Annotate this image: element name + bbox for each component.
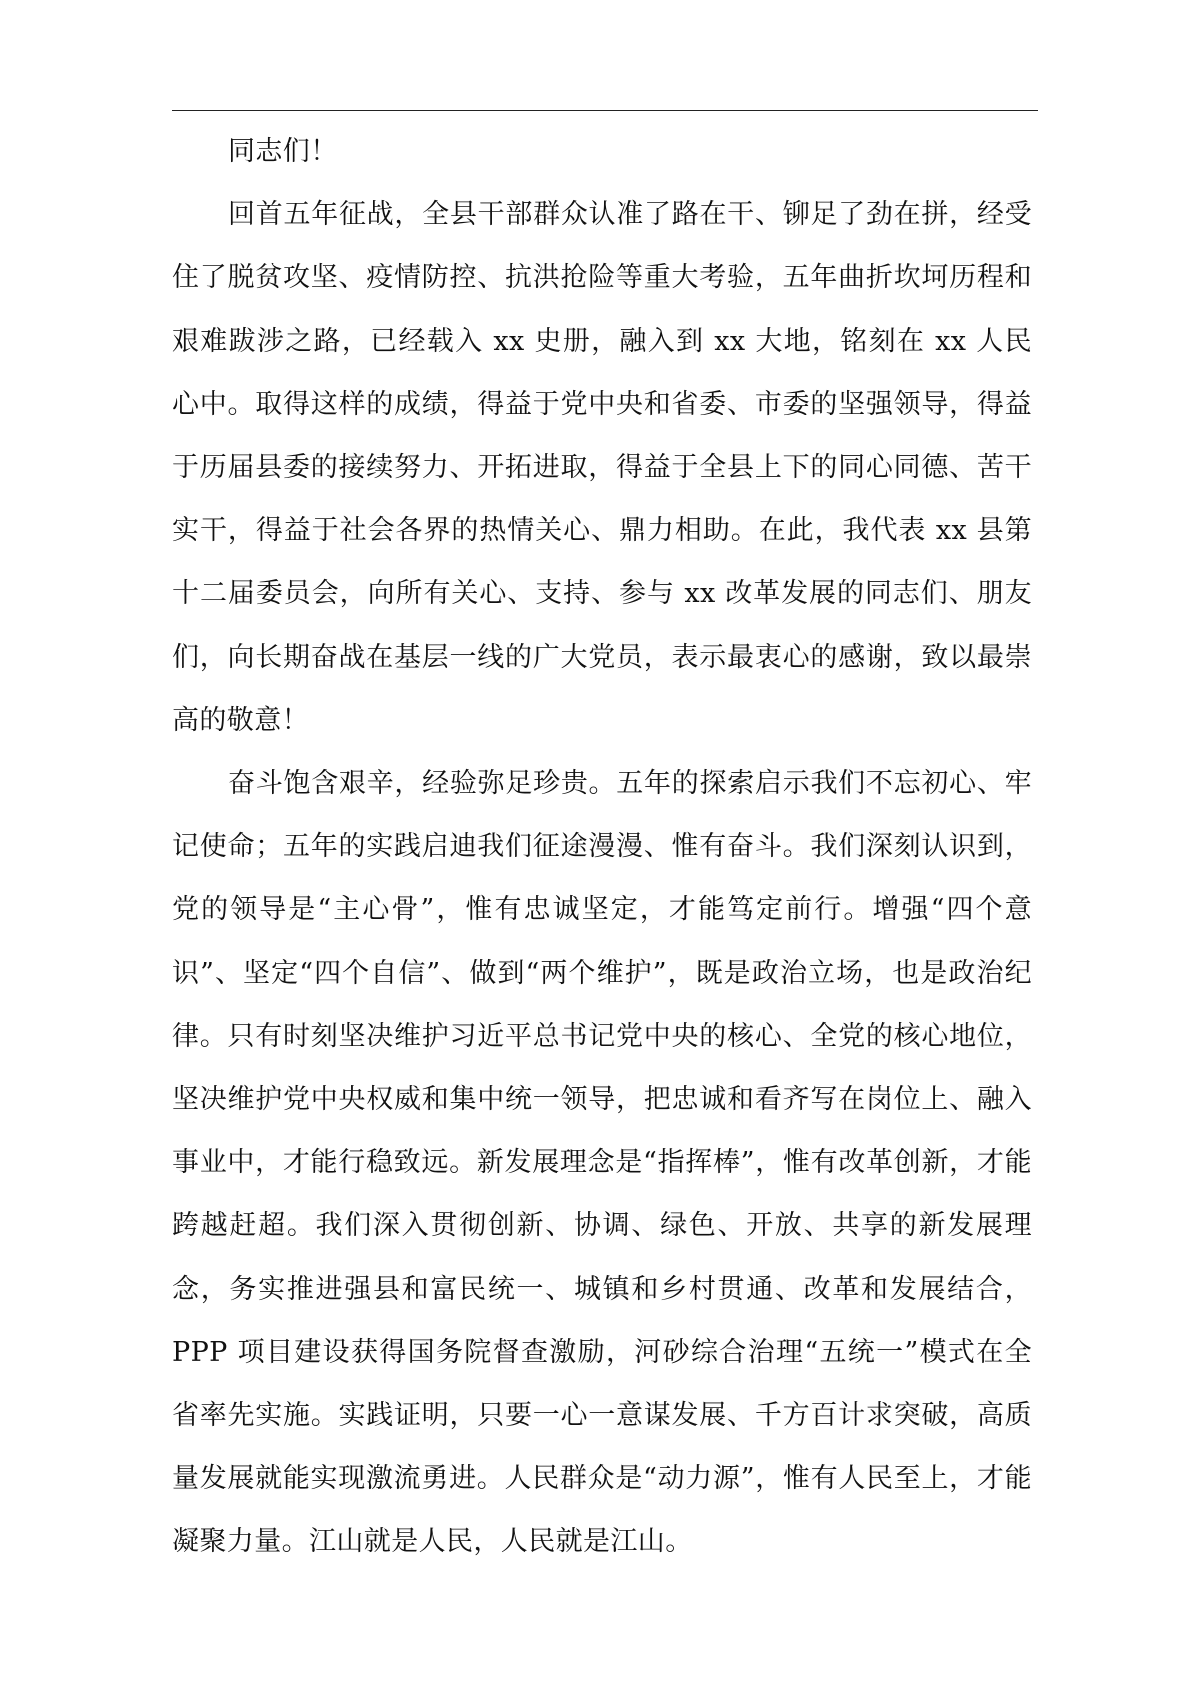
document-body: [172, 120, 1032, 1574]
paragraph-achievements: 回首五年征战，全县干部群众认准了路在干、铆足了劲在拼，经受住了脱贫攻坚、疫情防控、抗洪抢险等重大考验，五年曲折坎坷历程和艰难跋涉之路，已经载入 xx 史册，融入到 xx 大地，铭刻在 xx 人民心中。取得这样的成绩，得益于党中央和省委、市委的坚强领导，得益于历届县委的接续努力、开拓进取，得益于全县上下的同心同德、苦干实干，得益于社会各界的热情关心、鼎力相助。在此，我代表 xx 县第十二届委员会，向所有关心、支持、参与 xx 改革发展的同志们、朋友们，向长期奋战在基层一线的广大党员，表示最衷心的感谢，致以最崇高的敬意！: [172, 199, 1032, 736]
paragraph-experience: 奋斗饱含艰辛，经验弥足珍贵。五年的探索启示我们不忘初心、牢记使命；五年的实践启迪我们征途漫漫、惟有奋斗。我们深刻认识到，党的领导是“主心骨”，惟有忠诚坚定，才能笃定前行。增强“四个意识”、坚定“四个自信”、做到“两个维护”，既是政治立场，也是政治纪律。只有时刻坚决维护习近平总书记党中央的核心、全党的核心地位，坚决维护党中央权威和集中统一领导，把忠诚和看齐写在岗位上、融入事业中，才能行稳致远。新发展理念是“指挥棒”，惟有改革创新，才能跨越赶超。我们深入贯彻创新、协调、绿色、开放、共享的新发展理念，务实推进强县和富民统一、城镇和乡村贯通、改革和发展结合，PPP 项目建设获得国务院督查激励，河砂综合治理“五统一”模式在全省率先实施。实践证明，只要一心一意谋发展、千方百计求突破，高质量发展就能实现激流勇进。人民群众是“动力源”，惟有人民至上，才能凝聚力量。江山就是人民，人民就是江山。: [172, 768, 1032, 1558]
header-divider: [172, 110, 1038, 111]
salutation: 同志们！: [228, 136, 338, 167]
